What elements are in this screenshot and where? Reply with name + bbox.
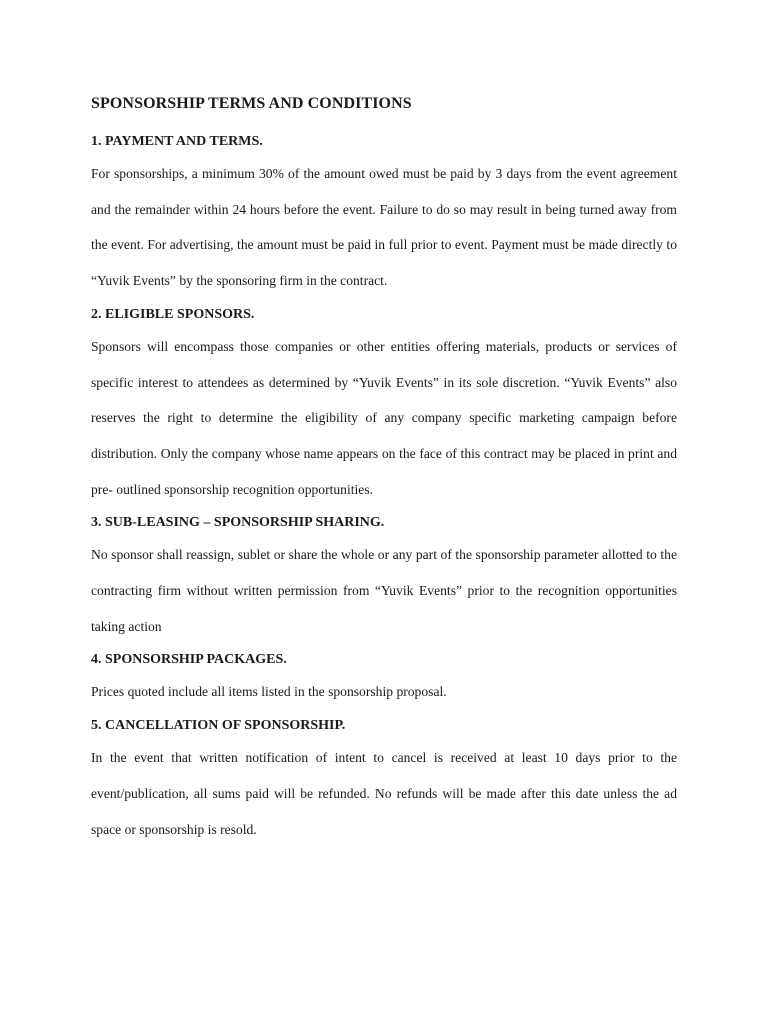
section-body: Sponsors will encompass those companies or other entities offering materials, products or services of specific interest to attendees as determined by “Yuvik Events” in its sole discretion. “Yuvik Events” also reserves the right to determine the eligibility of any company specific marketing campaign before distribution. Only the company whose name appears on the face of this contract may be placed in print and pre- outlined sponsorship recognition opportunities. bbox=[91, 338, 677, 497]
section-eligible-sponsors bbox=[91, 305, 677, 508]
section-body: For sponsorships, a minimum 30% of the amount owed must be paid by 3 days from the event agreement and the remainder within 24 hours before the event. Failure to do so may result in being turned away from the event. For advertising, the amount must be paid in full prior to event. Payment must be made directly to “Yuvik Events” by the sponsoring firm in the contract. bbox=[91, 166, 677, 289]
document-page bbox=[91, 92, 677, 853]
section-heading: 2. ELIGIBLE SPONSORS. bbox=[91, 306, 255, 322]
section-heading: 3. SUB-LEASING – SPONSORSHIP SHARING. bbox=[91, 515, 385, 531]
section-heading: 4. SPONSORSHIP PACKAGES. bbox=[91, 652, 287, 668]
document-title: SPONSORSHIP TERMS AND CONDITIONS bbox=[91, 95, 412, 112]
section-sponsorship-packages bbox=[91, 650, 677, 710]
section-heading: 5. CANCELLATION OF SPONSORSHIP. bbox=[91, 718, 346, 734]
section-heading: 1. PAYMENT AND TERMS. bbox=[91, 134, 263, 149]
section-sub-leasing bbox=[91, 513, 677, 644]
section-payment-and-terms bbox=[91, 132, 677, 299]
section-cancellation bbox=[91, 716, 677, 847]
section-body: Prices quoted include all items listed in the sponsorship proposal. bbox=[91, 684, 447, 700]
section-body: In the event that written notification of intent to cancel is received at least 10 days prior to the event/publication, all sums paid will be refunded. No refunds will be made after this date unless the ad space or sponsorship is resold. bbox=[91, 750, 677, 837]
section-body: No sponsor shall reassign, sublet or share the whole or any part of the sponsorship parameter allotted to the contracting firm without written permission from “Yuvik Events” prior to the recognition opportunities taking action bbox=[91, 547, 677, 634]
